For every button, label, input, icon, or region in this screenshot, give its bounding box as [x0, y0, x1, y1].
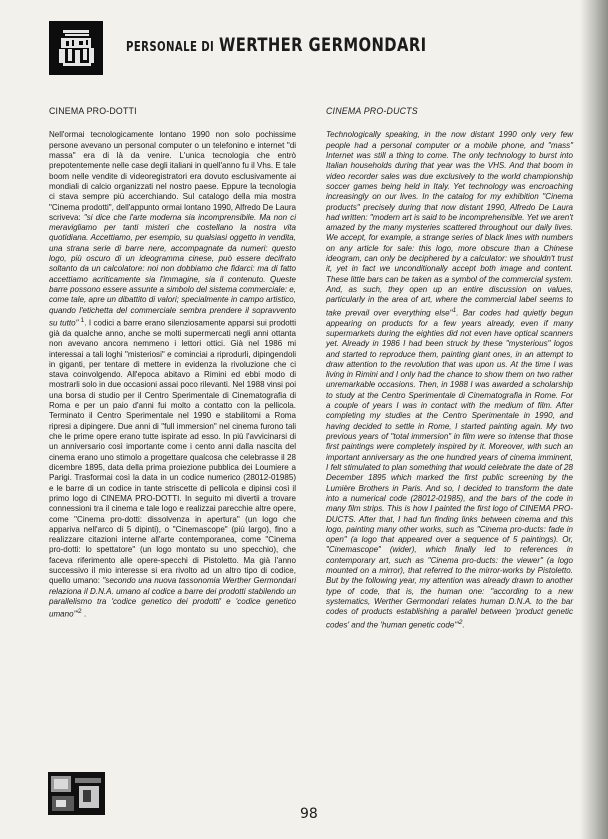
- english-text-column: [326, 106, 573, 631]
- header-prefix: PERSONALE DI: [126, 40, 215, 55]
- english-footnote-ref-2: 2: [458, 618, 463, 626]
- italian-text-column: [49, 106, 296, 620]
- page-edge-shadow: [580, 0, 608, 839]
- english-text-part-3: .: [462, 620, 465, 630]
- english-text-part-1: Technologically speaking, in the now distant 1990 only very few people had a personal computer or a mobile phone, and "mass" Internet was still a thing to come. The only technology to burst into Italian households during that year was the VHS. And that boom in video recorder sales was due exclusively to the world championship soccer games being held in Italy. Yet technology was encroaching increasingly on our lives. In the catalog for my exhibition "Cinema products" precisely during that now distant 1990, Alfredo De Laura had written: "modern art is said to be incomprehensible. Yet we aren't amazed by the many mysteries scattered throughout our daily lives. We accept, for example, a strange series of black lines with numbers on any article for sale: this logo, more obscure than a Chinese ideogram, can only be deciphered by a calculator: we shouldn't trust it, yet in fact we unconditionally accept both image and content. These little bars can be taken as a symbol of the commercial system. And, as such, they open up an entire discussion on values, particularly in the area of art, where the commercial label seems to take prevail over everything else": [326, 130, 573, 318]
- italian-text-part-2: . I codici a barre erano silenziosamente apparsi sui prodotti già da qualche anno, anche se molti supermercati negli anni ottanta non avevano ancora nemmeno i lettori ottici. Già nel 1986 mi interessai a tali loghi "misteriosi" e cominciai a riprodurli, dipingendoli in giganti, per tentare di mettere in evidenza la rivoluzione che ci stava coinvolgendo. All'epoca abitavo a Rimini ed ebbi modo di mostrarli solo in due occasioni assai poco rilevanti. Nel 1988 vinsi poi una borsa di studio per il Centro Sperimentale di Cinematografia di Roma e per un paio d'anni fui molto a contatto con la pellicola. Terminato il Centro Sperimentale nel 1990 e stabilitomi a Roma ripresi a dipingere. Due anni di "full immersion" nel cinema furono tali che le prime opere erano tutte ispirate ad esso. In più l'avvicinarsi di un anniversario così importante come i cento anni dalla nascita del cinema erano uno stimolo a progettare qualcosa che celebrasse il 28 dicembre 1895, data della prima proiezione pubblica dei Loumiere a Parigi. Trasformai così la data in un codice numerico (28012-01985) e le barre di un codice in tante striscette di pellicola e dipinsi così il primo logo di CINEMA PRO-DOTTI. In seguito mi divertii a trovare connessioni tra il cinema e tale logo e realizzai parecchie altre opere, come "Cinema pro-dotti: dissolvenza in apertura" (un logo che appariva nell'arco di 5 dipinti), o "Cinemascope" (più largo), fino a realizzare citazioni interne all'arte contemporanea, come "Cinema pro-dotti: lo spettatore" (un logo montato su uno specchio), che faceva riferimento alle opere-specchi di Pistoletto. Ma già l'anno successivo il mio interesse si era rivolto ad un altro tipo di codice, quello umano:: [49, 318, 297, 586]
- italian-section-title: CINEMA PRO-DOTTI: [49, 106, 137, 116]
- logo-image: [49, 21, 103, 75]
- italian-text-part-3: .: [81, 610, 87, 620]
- film-still-thumbnail: [48, 772, 105, 815]
- italian-quote-2: "secondo una nuova tassonomia Werther Germondari relaziona il D.N.A. umano al codice a barre dei prodotti stabilendo un parallelismo tra 'codice genetico dei prodotti' e 'codice genetico umano'": [49, 576, 296, 620]
- english-body-paragraph: [326, 130, 573, 630]
- italian-body-paragraph: [49, 130, 296, 620]
- italian-footnote-ref-2: 2: [78, 608, 82, 616]
- header-artist-name: WERTHER GERMONDARI: [218, 34, 427, 56]
- english-text-part-2: . Bar codes had quietly begun appearing on products for a few years already, even if many supermarkets during the eighties did not even have optical scanners yet. Already in 1986 I had been struck by these "mysterious" logos and started to reproduce them, painting giant ones, in an attempt to draw attention to the revolution that was upon us. At the time I was living in Rimini and I only had the chance to show them on two rather unremarkable occasions. Then, in 1988 I was awarded a scholarship to study at the Centro Sperimentale di Cinematografia in Rome. For a couple of years I was in contact with the medium of film. After completing my studies at the Centro Sperimentale in 1990, and having decided to settle in Rome, I started painting again. My two previous years of "total immersion" in film were so intense that those first paintings were completely inspired by it. Moreover, with such an important anniversary as the one hundred years of cinema imminent, I felt stimulated to plan something that would celebrate the date of 28 December 1895 which marked the first public screening by the Lumière Brothers in Paris. And so, I decided to transform the date into a numerical code (28012-01985), and the bars of the code in many film strips. This is how I painted the first logo of CINEMA PRO-DUCTS. After that, I had fun finding links between cinema and this logo, painting many other works, such as "Cinema pro-ducts: fade in open" (a logo that appeared over a sequence of 5 paintings). Or, "Cinemascope" (wider), which finally led to references in contemporary art, such as "Cinema pro-ducts: the viewer" (a logo mounted on a mirror), that referred to the mirror-works by Pistoletto. But by the following year, my attention was already drawn to another type of code, that is, the human one: "according to a new systematics, Werther Germondari relates human D.N.A. to the bar codes of products establishing a parallel between 'product genetic codes' and the 'human genetic code'": [326, 308, 573, 630]
- italian-text-part-1: Nell'ormai tecnologicamente lontano 1990 non solo pochissime persone avevano un personal computer o un telefonino e internet "di massa" era di là da venire. L'unica tecnologia che entrò prepotentemente nelle case degli italiani in quell'anno fu il Vhs. E tale boom nelle vendite di videoregistratori era dovuto esclusivamente ai mondiali di calcio organizzati nel nostro paese. Eppure la tecnologia ci stava sempre più accerchiando. Sul catalogo della mia mostra "Cinema prodotti", dell'appunto ormai lontano 1990, Alfredo De Laura scriveva:: [49, 130, 296, 222]
- page-number: 98: [300, 806, 318, 822]
- italian-footnote-ref-1: 1: [78, 316, 85, 324]
- english-footnote-ref-1: 1: [452, 306, 457, 314]
- english-section-title: CINEMA PRO-DUCTS: [326, 106, 418, 116]
- page-header: [126, 34, 427, 56]
- italian-quote-1: "si dice che l'arte moderna sia incomprensibile. Ma non ci meravigliamo per tanti misteri che costellano la nostra vita quotidiana. Accettiamo, per esempio, su qualsiasi oggetto in vendita, una strana serie di barre nere, accompagnate da numeri: questo logo, più oscuro di un ideogramma cinese, può essere decifrato soltanto da un calcolatore: noi non dobbiamo che fidarci: ma di fatto accettiamo acriticamente sia l'immagine, sia il contenuto. Queste barre possono essere assunte a simbolo del sistema commerciale: e, come tale, apre un dibattito di valori; specialmente in campo artistico, quando l'etichetta del commerciale sembra prendere il sopravvento su tutto": [49, 212, 296, 328]
